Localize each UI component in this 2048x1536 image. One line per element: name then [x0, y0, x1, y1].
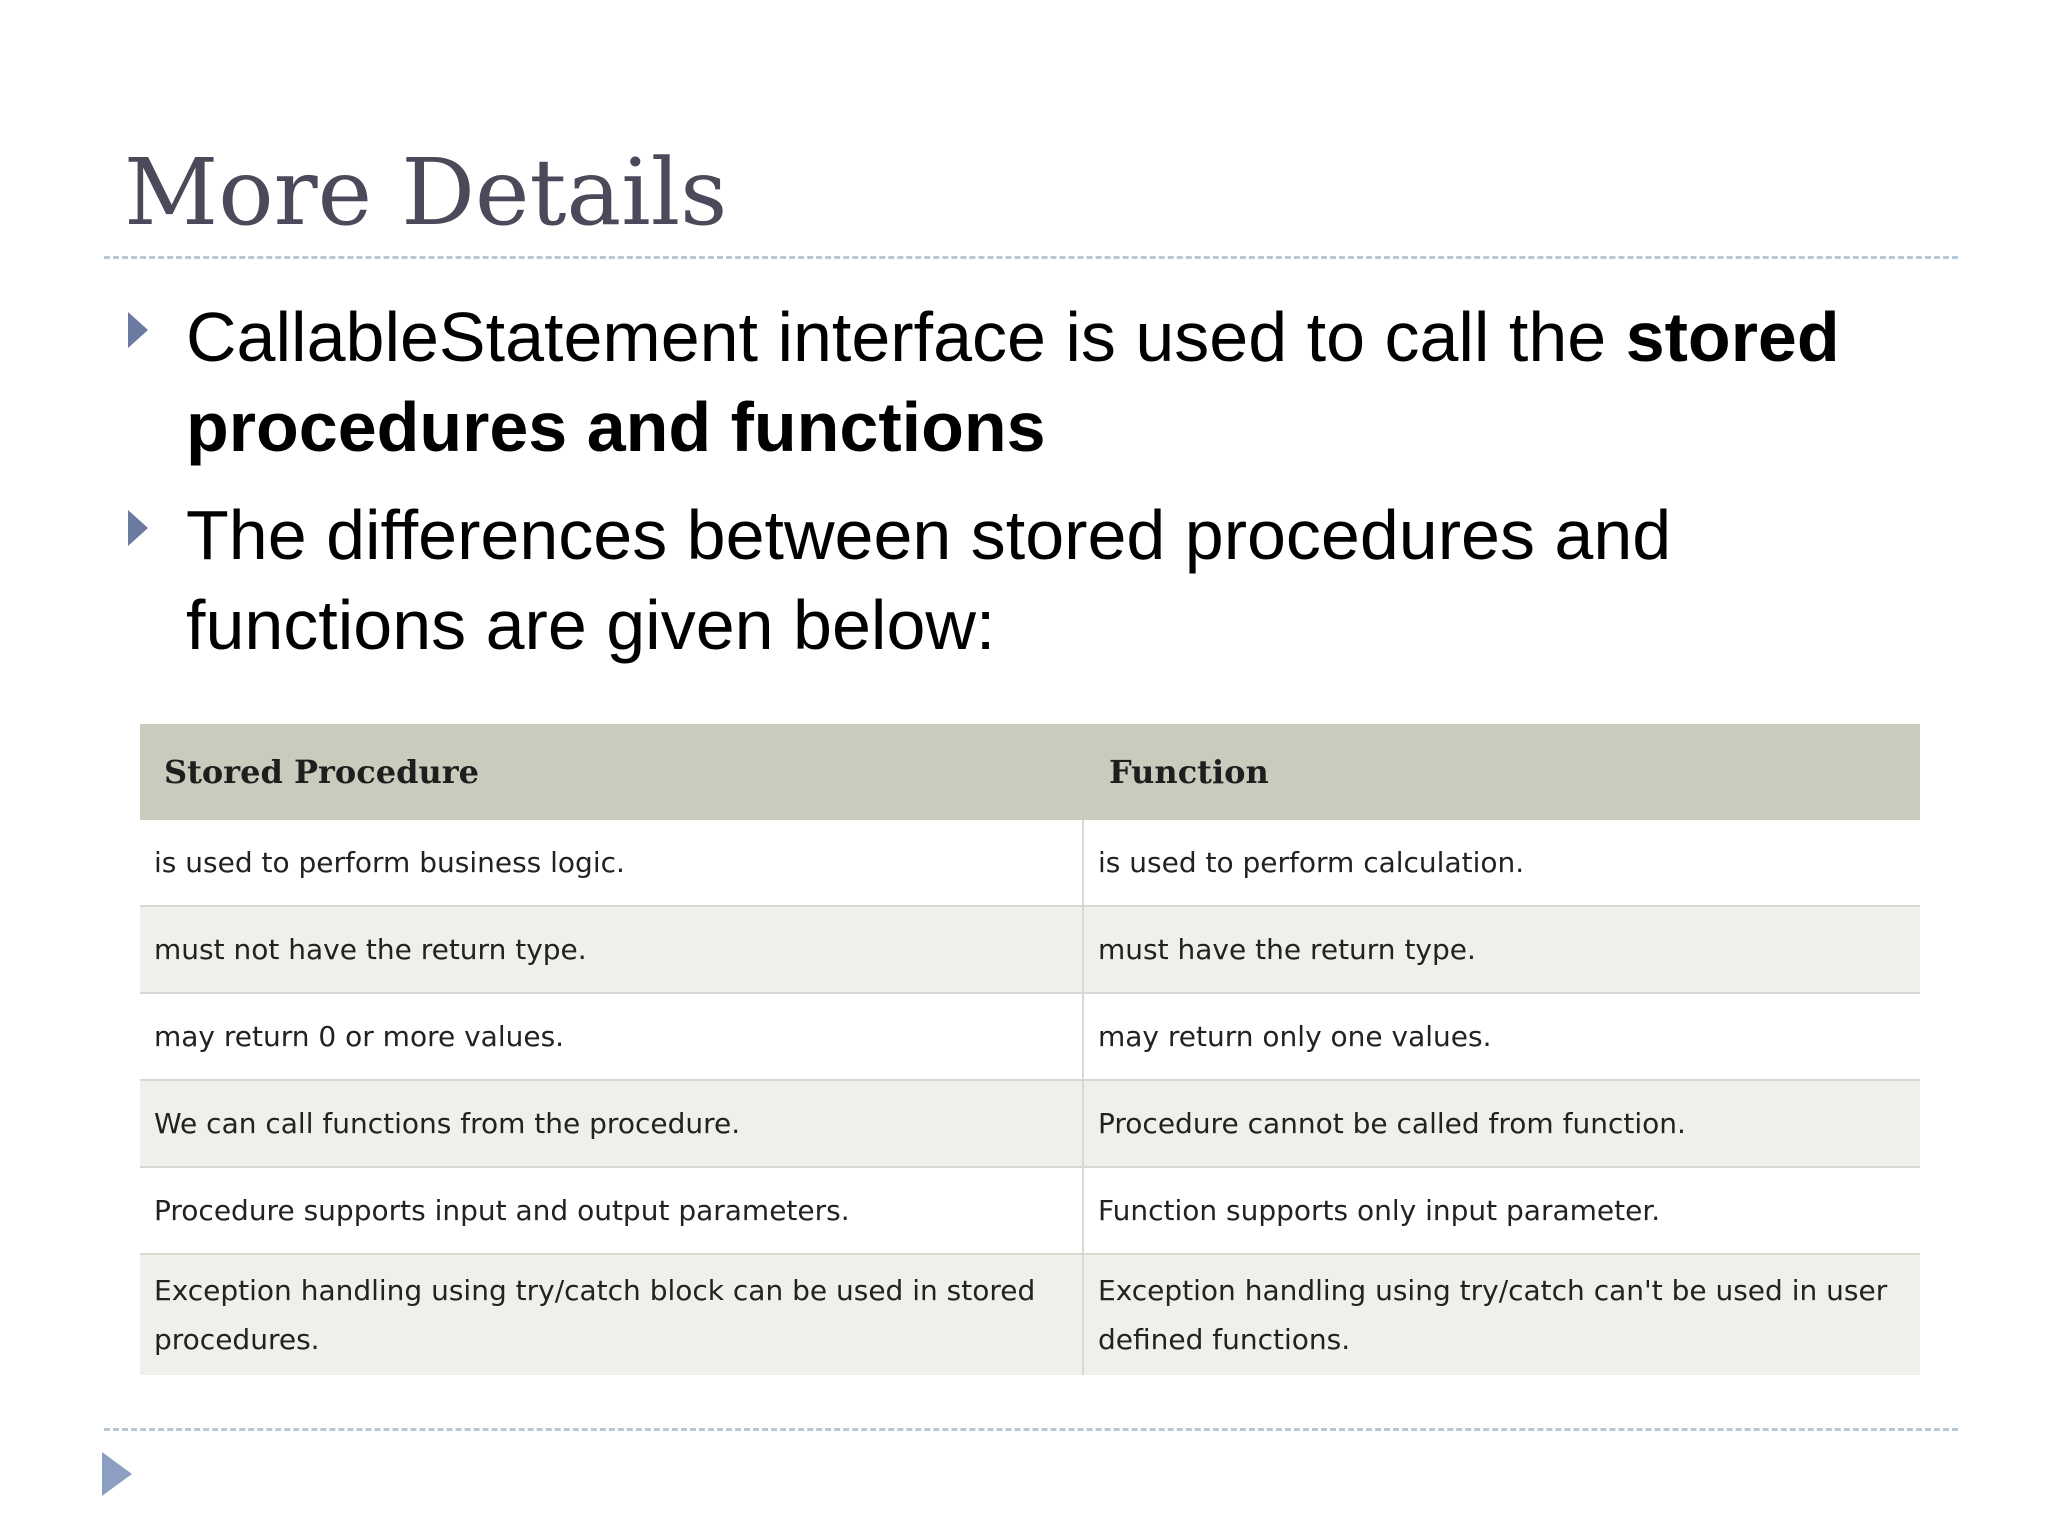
bullet-text: The differences between stored procedures and functions are given below: [186, 496, 1672, 664]
footer-divider [104, 1428, 1958, 1431]
table-cell: We can call functions from the procedure. [140, 1080, 1083, 1167]
table-row [140, 820, 1920, 906]
column-header-function: Function [1083, 724, 1920, 820]
table-cell: is used to perform calculation. [1083, 820, 1920, 906]
table-row [140, 1080, 1920, 1167]
triangle-bullet-icon [128, 312, 148, 348]
bullet-list [120, 292, 1840, 688]
table-cell: may return only one values. [1083, 993, 1920, 1080]
table-row [140, 1167, 1920, 1254]
next-slide-arrow-icon[interactable] [102, 1452, 132, 1496]
table-header-row [140, 724, 1920, 820]
bullet-text: CallableStatement interface is used to call the [186, 298, 1626, 376]
table-cell: is used to perform business logic. [140, 820, 1083, 906]
table-cell: Exception handling using try/catch block can be used in stored procedures. [140, 1254, 1083, 1375]
table-row [140, 906, 1920, 993]
table-cell: Exception handling using try/catch can't be used in user defined functions. [1083, 1254, 1920, 1375]
slide-title: More Details [124, 139, 728, 246]
table-cell: must not have the return type. [140, 906, 1083, 993]
table-cell: Procedure cannot be called from function. [1083, 1080, 1920, 1167]
title-divider [104, 256, 1958, 259]
column-header-stored-procedure: Stored Procedure [140, 724, 1083, 820]
table-row [140, 1254, 1920, 1375]
table-cell: Procedure supports input and output parameters. [140, 1167, 1083, 1254]
table-cell: must have the return type. [1083, 906, 1920, 993]
table-cell: may return 0 or more values. [140, 993, 1083, 1080]
table-row [140, 993, 1920, 1080]
bullet-item [120, 292, 1840, 472]
table-cell: Function supports only input parameter. [1083, 1167, 1920, 1254]
bullet-item [120, 490, 1840, 670]
bullet-text-bold: stored procedures and functions [186, 298, 1840, 466]
triangle-bullet-icon [128, 510, 148, 546]
comparison-table [140, 724, 1920, 1375]
